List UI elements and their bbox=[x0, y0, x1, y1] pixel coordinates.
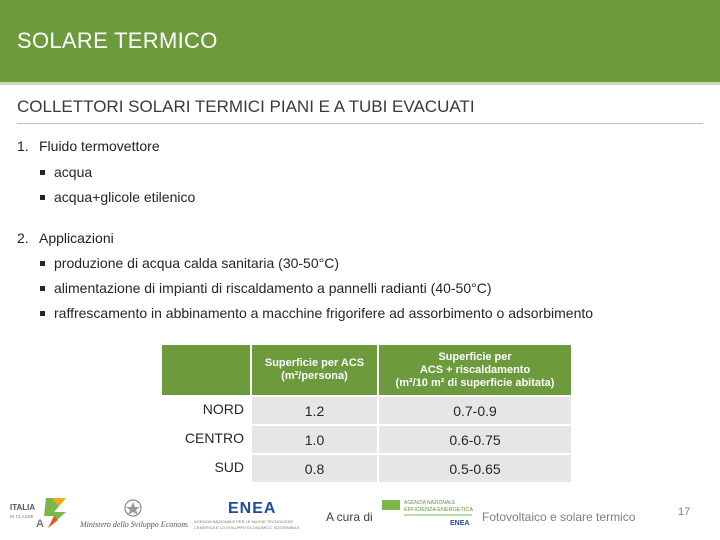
svg-text:EFFICIENZA ENERGETICA: EFFICIENZA ENERGETICA bbox=[404, 507, 474, 513]
list-item bbox=[40, 255, 339, 271]
header-line: (m²/10 m² di superficie abitata) bbox=[395, 376, 555, 389]
table-header-empty bbox=[162, 345, 250, 395]
section-heading-text: Fluido termovettore bbox=[39, 138, 160, 154]
square-bullet-icon bbox=[40, 286, 45, 291]
list-item bbox=[40, 280, 492, 296]
svg-text:A: A bbox=[36, 518, 44, 530]
svg-text:ITALIA: ITALIA bbox=[10, 503, 36, 512]
slide-title: SOLARE TERMICO bbox=[17, 28, 218, 53]
square-bullet-icon bbox=[40, 261, 45, 266]
table-row-label: NORD bbox=[202, 401, 244, 417]
square-bullet-icon bbox=[40, 170, 45, 175]
table-header-acs-riscaldamento bbox=[379, 345, 571, 395]
list-item bbox=[40, 189, 195, 205]
list-item-text: acqua+glicole etilenico bbox=[54, 189, 196, 205]
agenzia-efficienza-energetica-logo bbox=[380, 496, 476, 530]
section-number: 1. bbox=[17, 138, 29, 154]
section-heading-fluido bbox=[17, 138, 160, 154]
square-bullet-icon bbox=[40, 195, 45, 200]
table-cell: 0.7-0.9 bbox=[379, 397, 571, 424]
page-number: 17 bbox=[678, 506, 691, 518]
header-line: (m²/persona) bbox=[281, 370, 348, 382]
table-cell: 0.8 bbox=[252, 455, 377, 482]
slide-subtitle: COLLETTORI SOLARI TERMICI PIANI E A TUBI EVACUATI bbox=[17, 97, 475, 116]
svg-text:L'ENERGIA E LO SVILUPPO ECONOM: L'ENERGIA E LO SVILUPPO ECONOMICO SOSTENIBILE bbox=[194, 525, 300, 530]
list-item-text: raffrescamento in abbinamento a macchine frigorifere ad assorbimento o adsorbimento bbox=[54, 305, 594, 321]
svg-text:IN CLASSE: IN CLASSE bbox=[10, 514, 34, 519]
square-bullet-icon bbox=[40, 311, 45, 316]
table-cell: 0.6-0.75 bbox=[379, 426, 571, 453]
header-line: ACS + riscaldamento bbox=[419, 363, 531, 376]
list-item bbox=[40, 164, 92, 180]
table-row-label: SUD bbox=[214, 459, 244, 475]
list-item-text: alimentazione di impianti di riscaldamento a pannelli radianti (40-50°C) bbox=[54, 280, 492, 296]
header-line: Superficie per bbox=[438, 350, 512, 363]
table-row-label: CENTRO bbox=[184, 430, 244, 446]
a-cura-di-label: A cura di bbox=[326, 510, 373, 524]
enea-logo bbox=[192, 496, 322, 534]
section-heading-text: Applicazioni bbox=[39, 230, 114, 246]
section-number: 2. bbox=[17, 230, 29, 246]
course-title: Fotovoltaico e solare termico bbox=[482, 510, 636, 524]
subtitle-divider bbox=[17, 123, 703, 124]
list-item-text: produzione di acqua calda sanitaria (30-50°C) bbox=[54, 255, 339, 271]
title-underline bbox=[0, 82, 720, 85]
ministero-logo bbox=[78, 496, 188, 532]
svg-text:ENEA: ENEA bbox=[450, 520, 470, 527]
svg-text:AGENZIA NAZIONALE PER LE NUOVE: AGENZIA NAZIONALE PER LE NUOVE TECNOLOGIE, bbox=[194, 519, 295, 524]
list-item bbox=[40, 305, 593, 321]
table-header-acs bbox=[252, 345, 377, 395]
table-cell: 1.0 bbox=[252, 426, 377, 453]
svg-text:AGENZIA NAZIONALE: AGENZIA NAZIONALE bbox=[404, 500, 456, 506]
table-cell: 0.5-0.65 bbox=[379, 455, 571, 482]
list-item-text: acqua bbox=[54, 164, 93, 180]
header-line: Superficie per ACS bbox=[264, 357, 365, 369]
italia-in-classe-a-logo bbox=[8, 496, 72, 530]
svg-text:Ministero dello Sviluppo Econo: Ministero dello Sviluppo Economico bbox=[80, 520, 188, 529]
section-heading-applicazioni bbox=[17, 230, 114, 246]
table-cell: 1.2 bbox=[252, 397, 377, 424]
svg-text:ENEA: ENEA bbox=[228, 500, 277, 517]
